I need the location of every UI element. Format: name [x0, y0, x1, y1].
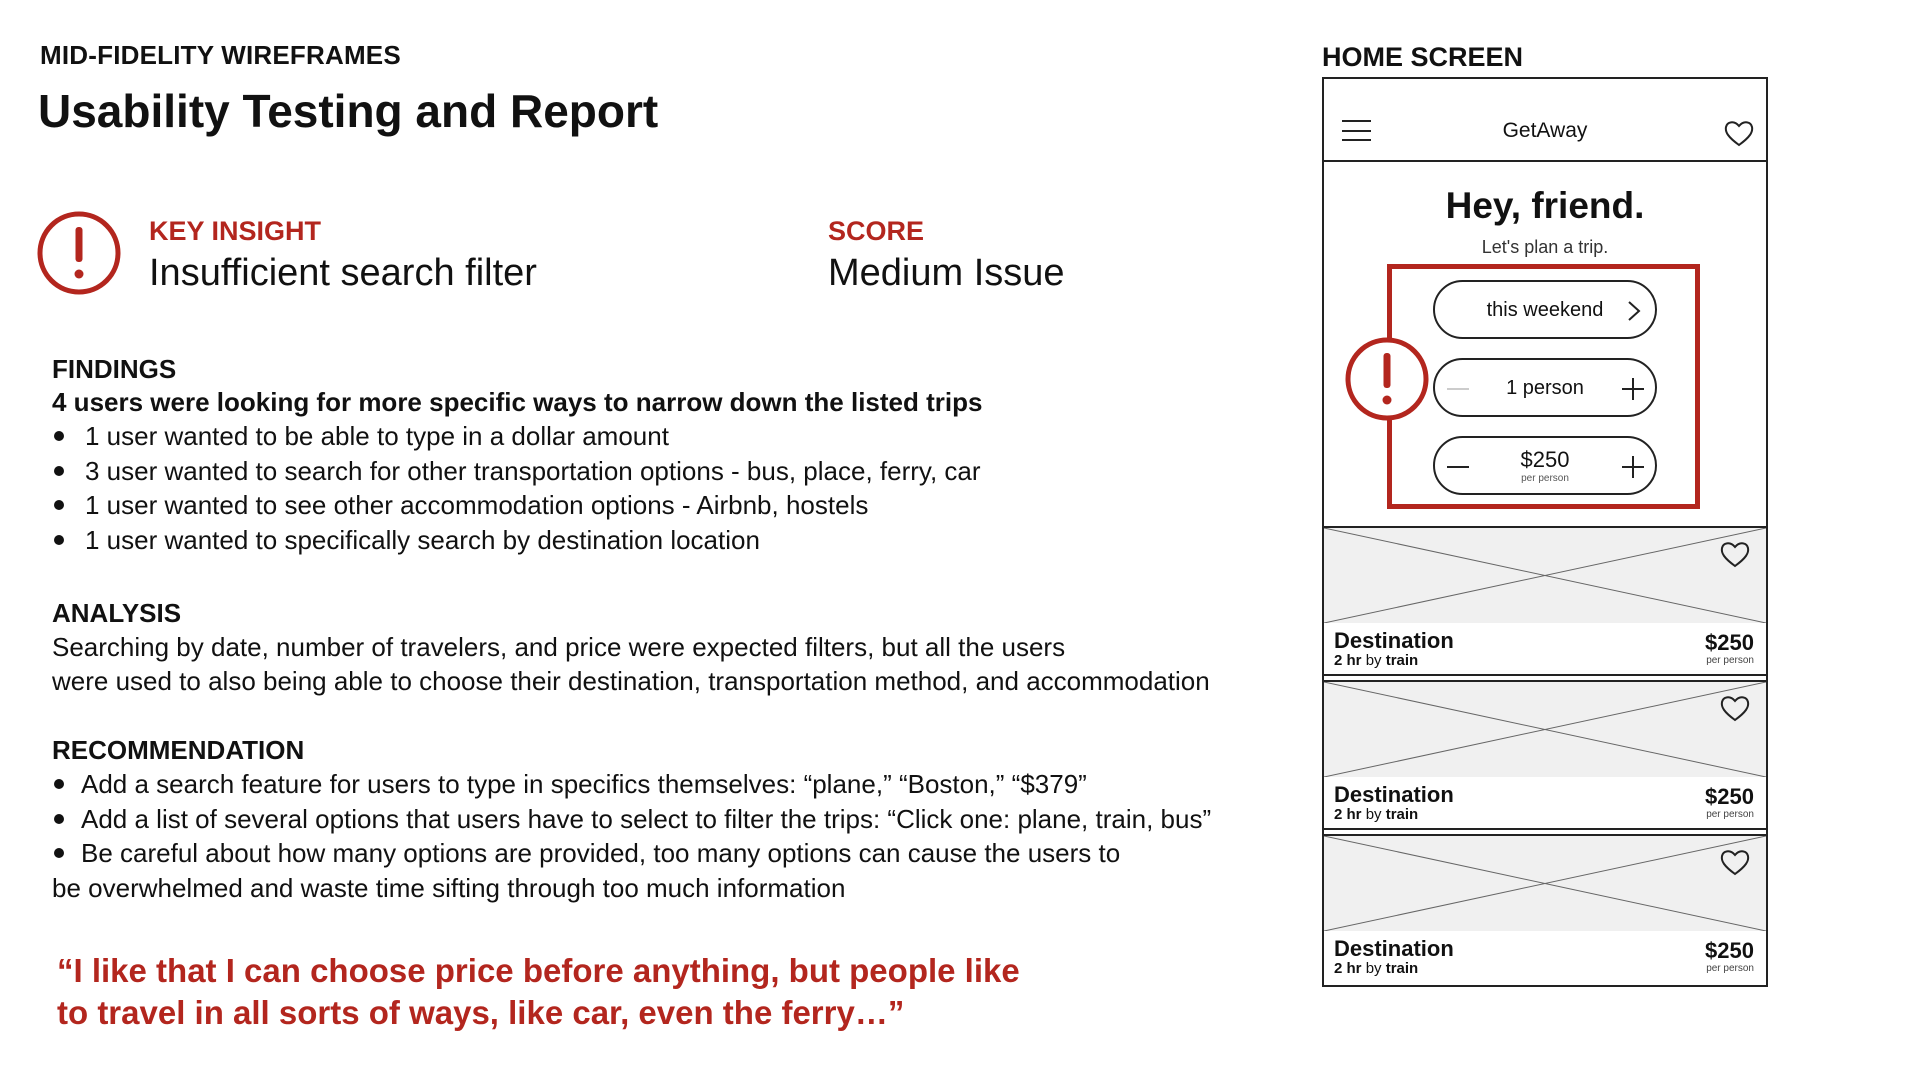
trip-meta: [1334, 806, 1418, 823]
list-item: Add a list of several options that users have to select to filter the trips: “Click one: plane, train, bus”: [52, 802, 1211, 837]
price-sub: per person: [1521, 473, 1569, 484]
image-placeholder: [1324, 682, 1766, 777]
score-value: Medium Issue: [828, 252, 1065, 294]
quote-line: “I like that I can choose price before anything, but people like: [57, 952, 1020, 989]
list-item: 3 user wanted to search for other transportation options - bus, place, ferry, car: [52, 454, 981, 489]
trip-meta: [1334, 960, 1418, 977]
trip-duration: 2 hr: [1334, 806, 1362, 823]
analysis-line: were used to also being able to choose their destination, transportation method, and accommodation: [52, 666, 1210, 696]
trip-duration: 2 hr: [1334, 652, 1362, 669]
destination-name: Destination: [1334, 936, 1454, 961]
analysis-line: Searching by date, number of travelers, and price were expected filters, but all the users: [52, 632, 1066, 662]
heart-icon[interactable]: [1724, 119, 1754, 147]
recommendation-heading: RECOMMENDATION: [52, 735, 305, 765]
user-quote: [57, 950, 1020, 1034]
trip-mode: train: [1385, 960, 1419, 977]
alert-icon: [36, 210, 122, 296]
findings-list: [52, 419, 981, 557]
divider: [1324, 674, 1766, 676]
trip-price-sub: per person: [1706, 809, 1754, 820]
plus-icon[interactable]: [1622, 378, 1644, 400]
trip-meta: [1334, 652, 1418, 669]
image-placeholder: [1324, 528, 1766, 623]
greeting: Hey, friend.: [1445, 185, 1645, 226]
image-placeholder: [1324, 836, 1766, 931]
plus-icon[interactable]: [1622, 456, 1644, 478]
app-bar: [1324, 79, 1766, 162]
trip-price: $250: [1705, 630, 1754, 655]
destination-name: Destination: [1334, 782, 1454, 807]
key-insight-value: Insufficient search filter: [149, 252, 537, 294]
key-insight-label: KEY INSIGHT: [149, 216, 322, 246]
trip-price: $250: [1705, 938, 1754, 963]
heart-icon[interactable]: [1720, 540, 1750, 568]
divider: [1324, 828, 1766, 830]
trip-mode: train: [1385, 652, 1419, 669]
chevron-right-icon: [1627, 300, 1641, 322]
alert-icon: [1344, 336, 1430, 422]
trip-by: by: [1365, 806, 1382, 823]
analysis-heading: ANALYSIS: [52, 598, 182, 628]
price-stepper[interactable]: [1433, 436, 1657, 495]
findings-summary: 4 users were looking for more specific ways to narrow down the listed trips: [52, 387, 983, 417]
destination-name: Destination: [1334, 628, 1454, 653]
trip-price-sub: per person: [1706, 963, 1754, 974]
trip-by: by: [1365, 652, 1382, 669]
score-label: SCORE: [828, 216, 925, 246]
list-item: Be careful about how many options are provided, too many options can cause the users to: [52, 836, 1211, 871]
page-title: Usability Testing and Report: [38, 85, 659, 137]
recommendation-list: [52, 767, 1211, 871]
list-item: 1 user wanted to be able to type in a dollar amount: [52, 419, 981, 454]
app-title: GetAway: [1502, 119, 1588, 142]
screen-label: HOME SCREEN: [1322, 42, 1524, 72]
subgreeting: Let's plan a trip.: [1481, 237, 1609, 257]
date-filter-button[interactable]: [1433, 280, 1657, 339]
trip-mode: train: [1385, 806, 1419, 823]
eyebrow-label: MID-FIDELITY WIREFRAMES: [40, 40, 401, 70]
heart-icon[interactable]: [1720, 848, 1750, 876]
phone-wireframe: [1322, 77, 1768, 987]
trip-price-sub: per person: [1706, 655, 1754, 666]
trip-card[interactable]: [1324, 680, 1766, 830]
trip-card[interactable]: [1324, 834, 1766, 984]
trip-by: by: [1365, 960, 1382, 977]
heart-icon[interactable]: [1720, 694, 1750, 722]
list-item: 1 user wanted to see other accommodation options - Airbnb, hostels: [52, 488, 981, 523]
list-item: Add a search feature for users to type in specifics themselves: “plane,” “Boston,” “$379”: [52, 767, 1211, 802]
trip-card[interactable]: [1324, 526, 1766, 676]
price-value: $250: [1520, 447, 1570, 472]
travelers-value: 1 person: [1506, 377, 1584, 399]
travelers-stepper[interactable]: [1433, 358, 1657, 417]
quote-line: to travel in all sorts of ways, like car, even the ferry…”: [57, 994, 905, 1031]
date-filter-label: this weekend: [1486, 299, 1604, 321]
findings-heading: FINDINGS: [52, 354, 177, 384]
trip-duration: 2 hr: [1334, 960, 1362, 977]
list-item: 1 user wanted to specifically search by destination location: [52, 523, 981, 558]
recommendation-continuation: be overwhelmed and waste time sifting through too much information: [52, 873, 846, 903]
trip-price: $250: [1705, 784, 1754, 809]
